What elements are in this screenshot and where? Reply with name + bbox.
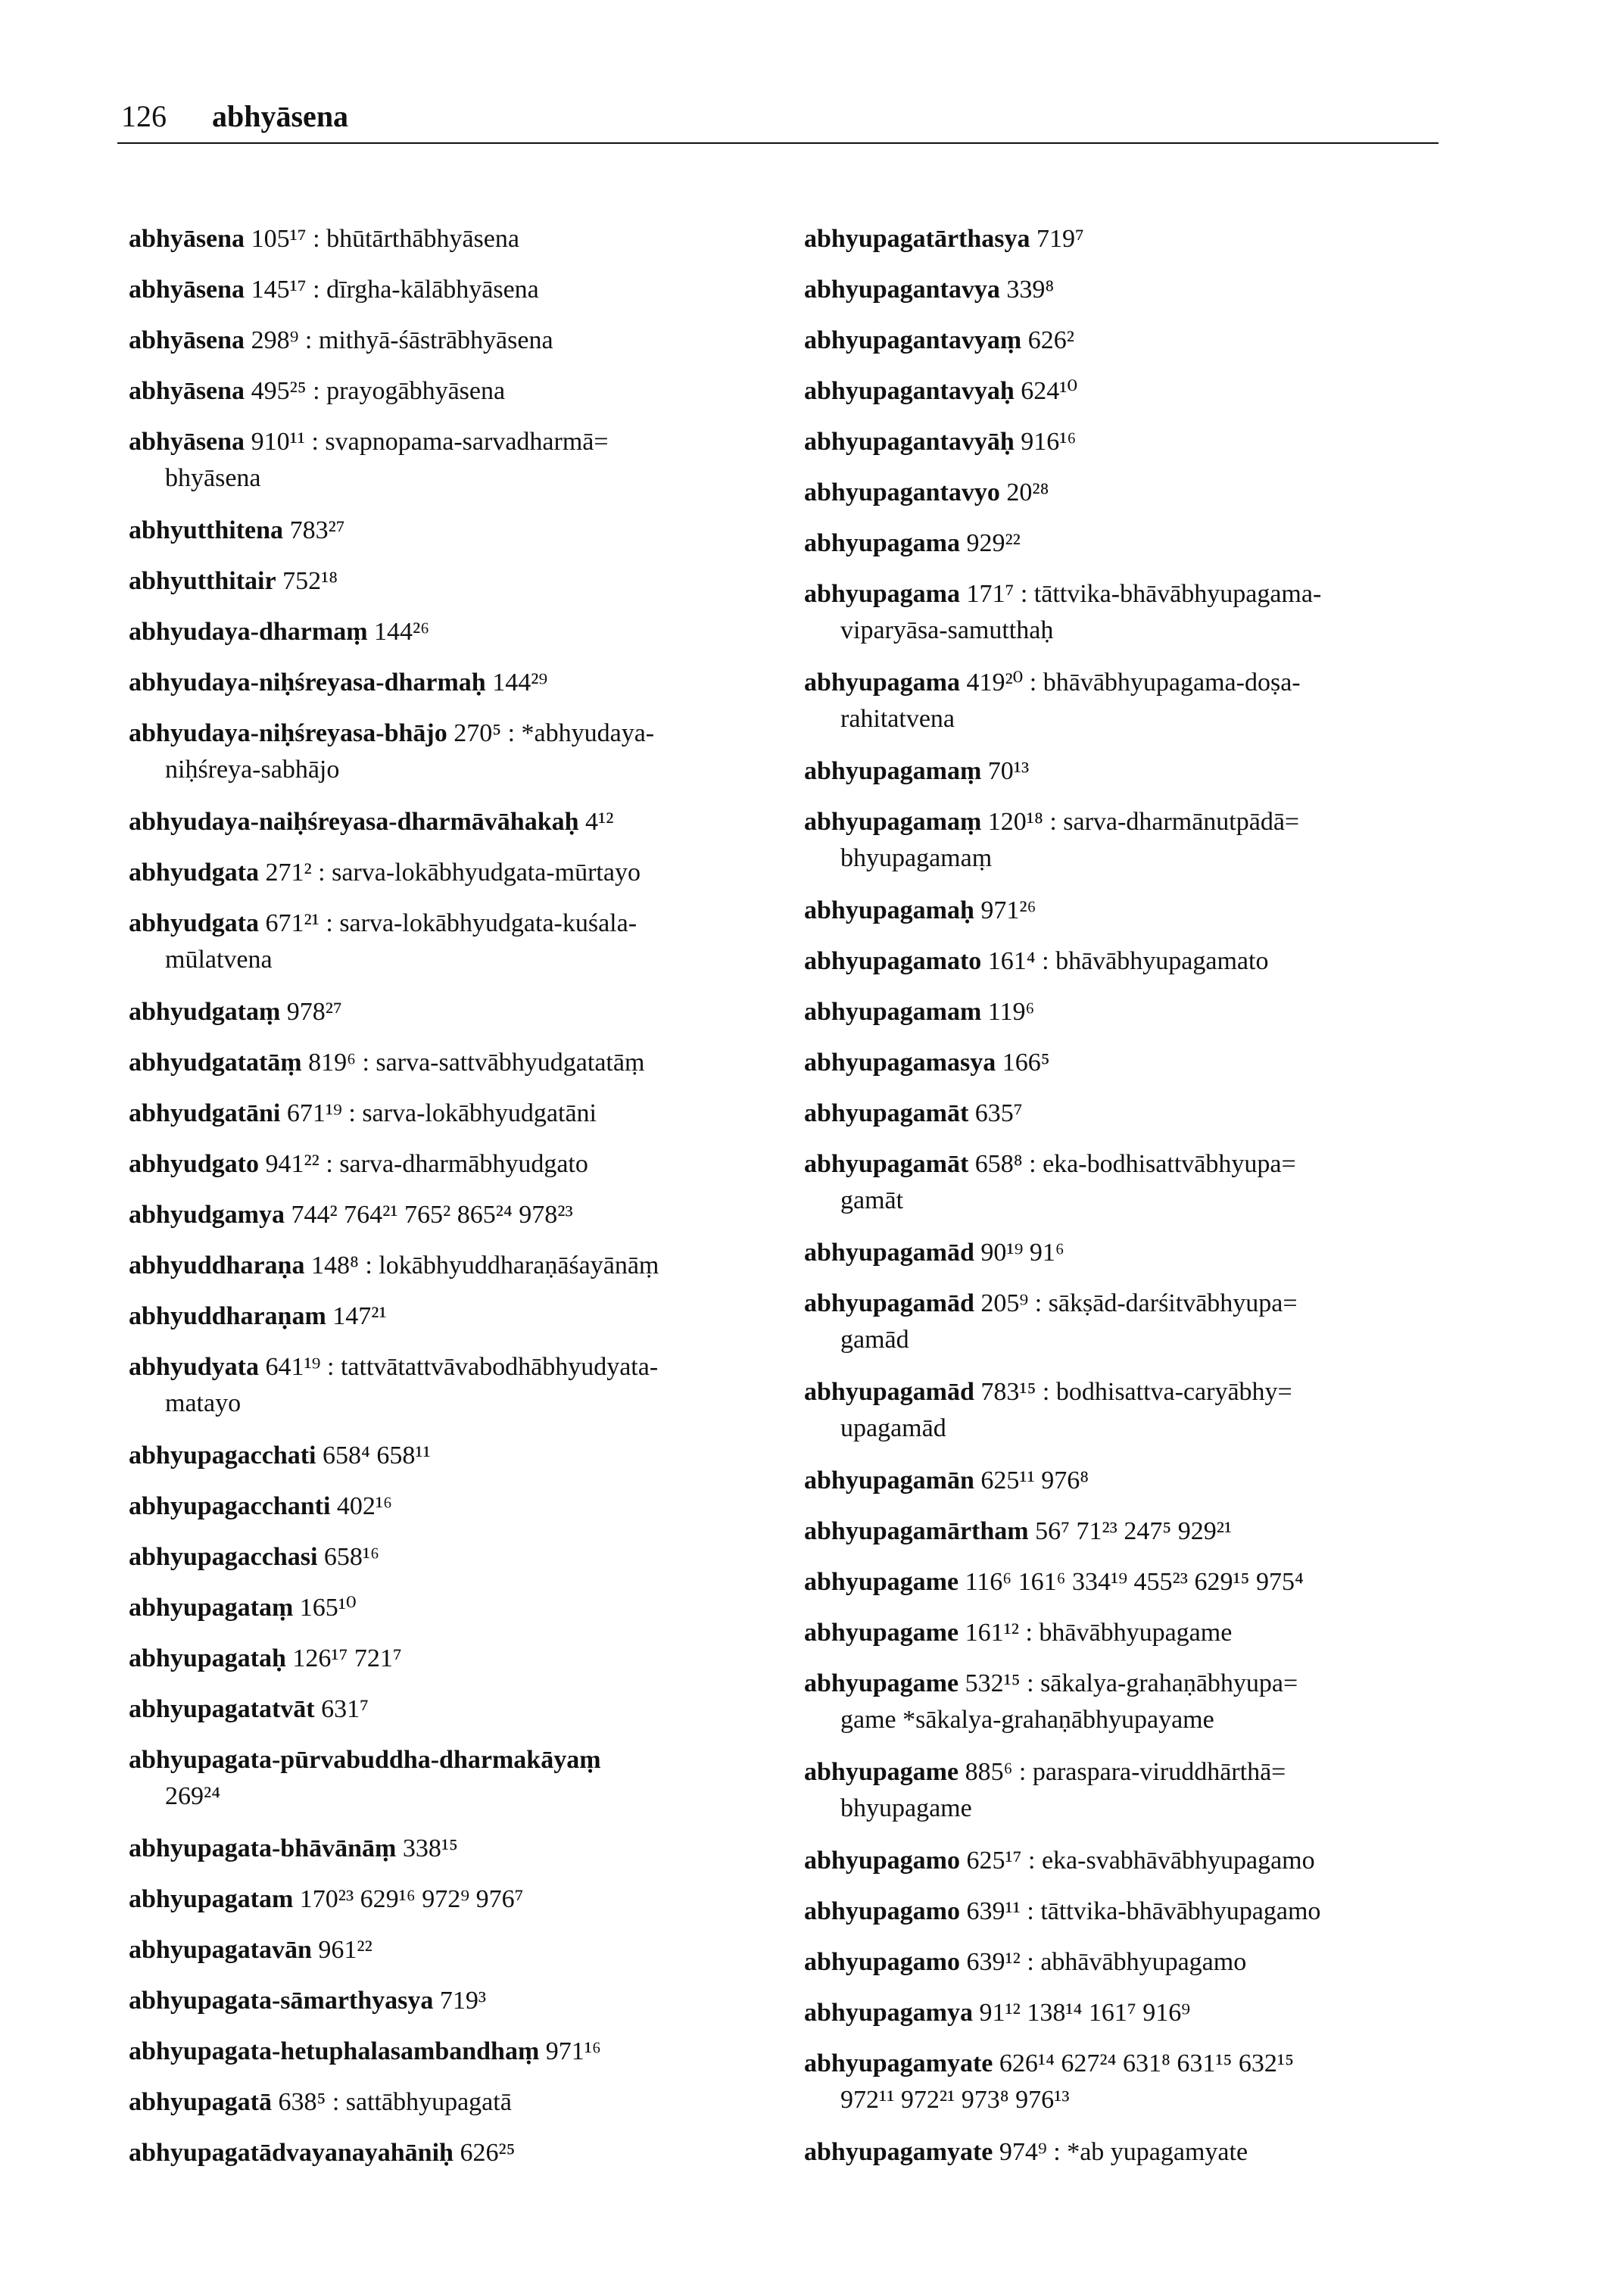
entry-references: 126¹⁷ 721⁷	[292, 1644, 402, 1672]
entry-gloss: abhāvābhyupagamo	[1040, 1948, 1247, 1976]
entry-references: 495²⁵ :	[251, 377, 327, 405]
entry-references: 20²⁸	[1006, 478, 1049, 506]
entry-references: 171⁷ :	[966, 580, 1034, 608]
index-entry	[804, 1286, 1455, 1358]
entry-gloss: sarva-lokābhyudgatāni	[362, 1099, 597, 1127]
index-entry	[804, 525, 1455, 562]
entry-gloss: paraspara-viruddhārthā=	[1032, 1758, 1286, 1786]
entry-continuation: game *sākalya-grahaṇābhyupayame	[840, 1706, 1214, 1734]
entry-gloss: bhāvābhyupagama-doṣa-	[1043, 669, 1301, 697]
entry-headword: abhyudaya-dharmaṃ	[129, 618, 368, 646]
entry-references: 744² 764²¹ 765² 865²⁴ 978²³	[291, 1201, 573, 1229]
index-entry	[804, 373, 1455, 410]
entry-references: 119⁶	[987, 998, 1035, 1026]
entry-headword: abhyupagamyate	[804, 2138, 993, 2166]
entry-gloss: svapnopama-sarvadharmā=	[325, 428, 609, 456]
index-entry	[129, 1641, 772, 1677]
index-entry	[129, 1096, 772, 1132]
entry-references: 978²⁷	[286, 998, 342, 1026]
entry-references: 624¹⁰	[1021, 377, 1078, 405]
index-entry	[129, 1488, 772, 1525]
entry-references: 626²⁵	[460, 2139, 516, 2167]
entry-references: 161⁴ :	[987, 947, 1056, 975]
entry-headword: abhyupagamo	[804, 1948, 960, 1976]
entry-references: 639¹² :	[966, 1948, 1041, 1976]
entry-gloss: *abhyudaya-	[521, 719, 655, 747]
index-entry	[129, 804, 772, 840]
index-entry	[804, 804, 1455, 877]
entry-headword: abhyupagamasya	[804, 1049, 996, 1077]
entry-headword: abhyudaya-niḥśreyasa-bhājo	[129, 719, 447, 747]
entry-references: 338¹⁵	[402, 1834, 458, 1862]
entry-continuation: mūlatvena	[165, 946, 273, 974]
entry-references: 658⁴ 658¹¹	[323, 1442, 431, 1470]
entry-references: 671¹⁹ :	[286, 1099, 363, 1127]
entry-references: 658⁸ :	[974, 1150, 1043, 1178]
index-entry	[129, 994, 772, 1030]
entry-headword: abhyupagamam	[804, 998, 982, 1026]
entry-references: 271² :	[265, 859, 332, 887]
index-entry	[129, 665, 772, 701]
entry-references: 910¹¹ :	[251, 428, 326, 456]
entry-references: 626¹⁴ 627²⁴ 631⁸ 631¹⁵ 632¹⁵	[999, 2049, 1294, 2077]
index-entry	[804, 1615, 1455, 1651]
entry-headword: abhyupagantavyaṃ	[804, 326, 1022, 354]
entry-headword: abhyupagamād	[804, 1289, 974, 1317]
entry-headword: abhyupagataḥ	[129, 1644, 286, 1672]
index-entry	[129, 2135, 772, 2171]
entry-references: 4¹²	[585, 808, 614, 836]
entry-headword: abhyuddharaṇam	[129, 1302, 326, 1330]
entry-continuation: 269²⁴	[165, 1782, 221, 1810]
entry-references: 752¹⁸	[282, 567, 338, 595]
entry-references: 70¹³	[987, 757, 1030, 785]
index-entry	[129, 1831, 772, 1867]
index-entry	[804, 1513, 1455, 1550]
index-entry	[129, 1349, 772, 1422]
entry-references: 170²³ 629¹⁶ 972⁹ 976⁷	[299, 1885, 524, 1913]
entry-headword: abhyupagatā	[129, 2088, 272, 2116]
index-entry	[129, 1248, 772, 1284]
index-entry	[129, 1590, 772, 1626]
entry-continuation: 972¹¹ 972²¹ 973⁸ 976¹³	[840, 2086, 1070, 2114]
header-rule	[117, 142, 1439, 144]
entry-references: 270⁵ :	[454, 719, 522, 747]
entry-headword: abhyupagantavyāḥ	[804, 428, 1015, 456]
entry-references: 783¹⁵ :	[980, 1378, 1056, 1406]
entry-continuation: bhyupagamaṃ	[840, 844, 993, 872]
entry-continuation: gamāt	[840, 1186, 904, 1214]
entry-references: 144²⁹	[492, 669, 548, 697]
index-entry	[129, 1539, 772, 1576]
entry-references: 161¹² :	[965, 1619, 1040, 1647]
index-entry	[804, 665, 1455, 737]
index-entry	[129, 905, 772, 978]
entry-headword: abhyupagamya	[804, 1999, 973, 2027]
entry-headword: abhyupagatādvayanayahāniḥ	[129, 2139, 454, 2167]
entry-headword: abhyudyata	[129, 1353, 259, 1381]
entry-gloss: tattvātattvāvabodhābhyudyata-	[340, 1353, 659, 1381]
entry-headword: abhyudgataṃ	[129, 998, 281, 1026]
entry-headword: abhyuddharaṇa	[129, 1251, 305, 1279]
entry-headword: abhyupagata-pūrvabuddha-dharmakāyaṃ	[129, 1746, 601, 1774]
entry-headword: abhyupagacchati	[129, 1442, 316, 1470]
entry-headword: abhyupagamo	[804, 1847, 960, 1875]
entry-gloss: lokābhyuddharaṇāśayānāṃ	[379, 1251, 659, 1279]
entry-continuation: gamād	[840, 1326, 909, 1354]
index-entry	[129, 2034, 772, 2070]
entry-references: 144²⁶	[374, 618, 430, 646]
index-entry	[129, 1881, 772, 1918]
entry-continuation: rahitatvena	[840, 705, 955, 733]
entry-gloss: sarva-dharmānutpādā=	[1063, 808, 1300, 836]
entry-headword: abhyupagamād	[804, 1378, 974, 1406]
entry-headword: abhyutthitena	[129, 516, 284, 544]
entry-gloss: sarva-sattvābhyudgatatāṃ	[376, 1049, 645, 1077]
index-entry	[804, 893, 1455, 929]
entry-gloss: sarva-dharmābhyudgato	[339, 1150, 588, 1178]
entry-references: 671²¹ :	[265, 909, 340, 937]
entry-gloss: bhūtārthābhyāsena	[326, 225, 519, 253]
entry-references: 165¹⁰	[299, 1594, 357, 1622]
index-entry	[129, 614, 772, 650]
entry-references: 638⁵ :	[278, 2088, 346, 2116]
entry-references: 885⁶ :	[965, 1758, 1033, 1786]
entry-headword: abhyupagamaṃ	[804, 757, 982, 785]
index-entry	[804, 1944, 1455, 1981]
entry-headword: abhyupagamo	[804, 1897, 960, 1925]
entry-references: 635⁷	[974, 1099, 1023, 1127]
entry-headword: abhyupagame	[804, 1568, 959, 1596]
index-entry	[804, 943, 1455, 980]
index-entry	[129, 855, 772, 891]
running-head: abhyāsena	[212, 99, 349, 133]
index-entry	[129, 424, 772, 497]
entry-headword: abhyāsena	[129, 377, 245, 405]
entry-references: 205⁹ :	[980, 1289, 1049, 1317]
entry-gloss: mithyā-śāstrābhyāsena	[318, 326, 553, 354]
entry-headword: abhyudaya-niḥśreyasa-dharmaḥ	[129, 669, 486, 697]
entry-references: 929²²	[966, 529, 1021, 557]
index-entry	[129, 1045, 772, 1081]
entry-references: 147²¹	[332, 1302, 387, 1330]
entry-references: 658¹⁶	[323, 1543, 379, 1571]
index-entry	[129, 563, 772, 600]
entry-references: 974⁹ :	[999, 2138, 1068, 2166]
index-entry	[804, 1754, 1455, 1827]
entry-headword: abhyāsena	[129, 428, 245, 456]
entry-headword: abhyāsena	[129, 276, 245, 304]
entry-gloss: prayogābhyāsena	[326, 377, 506, 405]
index-entry	[129, 715, 772, 788]
entry-references: 625¹¹ 976⁸	[980, 1466, 1089, 1495]
entry-headword: abhyupagamāt	[804, 1150, 969, 1178]
entry-headword: abhyupagamato	[804, 947, 982, 975]
index-entry	[129, 1742, 772, 1815]
entry-references: 961²²	[318, 1936, 372, 1964]
index-entry	[804, 1096, 1455, 1132]
entry-references: 166⁵	[1002, 1049, 1050, 1077]
entry-continuation: niḥśreya-sabhājo	[165, 756, 340, 784]
index-entry	[804, 272, 1455, 308]
index-entry	[129, 1146, 772, 1183]
entry-gloss: eka-svabhāvābhyupagamo	[1041, 1847, 1315, 1875]
entry-references: 90¹⁹ 91⁶	[980, 1239, 1064, 1267]
entry-gloss: tāttvika-bhāvābhyupagama-	[1033, 580, 1322, 608]
entry-headword: abhyupagatavān	[129, 1936, 312, 1964]
index-entry	[129, 1197, 772, 1233]
entry-headword: abhyudgatatāṃ	[129, 1049, 302, 1077]
entry-references: 916¹⁶	[1021, 428, 1077, 456]
entry-continuation: upagamād	[840, 1414, 946, 1442]
index-entry	[804, 1045, 1455, 1081]
entry-gloss: tāttvika-bhāvābhyupagamo	[1040, 1897, 1321, 1925]
page-number: 126	[121, 99, 167, 133]
entry-headword: abhyupagatārthasya	[804, 225, 1030, 253]
index-entry	[129, 513, 772, 549]
entry-gloss: sākalya-grahaṇābhyupa=	[1040, 1669, 1298, 1697]
entry-headword: abhyupagatam	[129, 1885, 294, 1913]
entry-continuation: matayo	[165, 1389, 242, 1417]
entry-headword: abhyupagama	[804, 529, 960, 557]
index-entry	[129, 323, 772, 359]
entry-gloss: bodhisattva-caryābhy=	[1055, 1378, 1292, 1406]
entry-references: 639¹¹ :	[966, 1897, 1041, 1925]
index-entry	[804, 424, 1455, 460]
entry-headword: abhyudgata	[129, 859, 259, 887]
entry-references: 402¹⁶	[336, 1492, 392, 1520]
index-entry	[129, 1983, 772, 2019]
entry-headword: abhyudgatāni	[129, 1099, 281, 1127]
index-entry	[804, 576, 1455, 649]
entry-headword: abhyupagantavyo	[804, 478, 1000, 506]
page-header	[121, 98, 1439, 144]
entry-headword: abhyupagama	[804, 580, 960, 608]
entry-gloss: sarva-lokābhyudgata-mūrtayo	[332, 859, 641, 887]
entry-references: 783²⁷	[289, 516, 345, 544]
index-entry	[804, 323, 1455, 359]
index-entry	[804, 1893, 1455, 1930]
entry-headword: abhyupagatatvāt	[129, 1695, 315, 1723]
entry-references: 298⁹ :	[251, 326, 319, 354]
entry-headword: abhyupagama	[804, 669, 960, 697]
entry-headword: abhyupagacchanti	[129, 1492, 331, 1520]
left-column	[129, 221, 772, 2186]
entry-references: 631⁷	[321, 1695, 369, 1723]
index-entry	[129, 221, 772, 257]
entry-references: 626²	[1027, 326, 1074, 354]
entry-headword: abhyudgato	[129, 1150, 259, 1178]
entry-references: 641¹⁹ :	[265, 1353, 341, 1381]
entry-gloss: sākṣād-darśitvābhyupa=	[1048, 1289, 1298, 1317]
entry-headword: abhyupagata-bhāvānāṃ	[129, 1834, 397, 1862]
index-entry	[129, 2084, 772, 2121]
index-entry	[804, 994, 1455, 1030]
entry-headword: abhyupagataṃ	[129, 1594, 294, 1622]
index-entry	[129, 1298, 772, 1335]
entry-references: 91¹² 138¹⁴ 161⁷ 916⁹	[979, 1999, 1191, 2027]
entry-references: 819⁶ :	[308, 1049, 376, 1077]
entry-references: 116⁶ 161⁶ 334¹⁹ 455²³ 629¹⁵ 975⁴	[965, 1568, 1304, 1596]
entry-references: 120¹⁸ :	[987, 808, 1064, 836]
entry-gloss: sattābhyupagatā	[345, 2088, 512, 2116]
entry-references: 971¹⁶	[545, 2037, 601, 2065]
index-entry	[129, 1691, 772, 1728]
index-entry	[804, 2046, 1455, 2118]
entry-gloss: bhāvābhyupagame	[1039, 1619, 1233, 1647]
entry-references: 148⁸ :	[310, 1251, 379, 1279]
index-entry	[804, 753, 1455, 790]
entry-headword: abhyutthitair	[129, 567, 276, 595]
entry-headword: abhyudaya-naiḥśreyasa-dharmāvāhakaḥ	[129, 808, 579, 836]
entry-references: 532¹⁵ :	[965, 1669, 1041, 1697]
entry-headword: abhyāsena	[129, 225, 245, 253]
entry-headword: abhyupagata-hetuphalasambandhaṃ	[129, 2037, 540, 2065]
entry-gloss: bhāvābhyupagamato	[1055, 947, 1269, 975]
entry-references: 719⁷	[1036, 225, 1084, 253]
entry-references: 941²² :	[265, 1150, 340, 1178]
entry-gloss: eka-bodhisattvābhyupa=	[1043, 1150, 1296, 1178]
entry-headword: abhyupagamaḥ	[804, 896, 974, 924]
entry-headword: abhyupagantavyaḥ	[804, 377, 1015, 405]
index-entry	[804, 475, 1455, 511]
index-entry	[804, 1235, 1455, 1271]
entry-headword: abhyāsena	[129, 326, 245, 354]
index-entry	[129, 1438, 772, 1474]
entry-headword: abhyupagacchasi	[129, 1543, 318, 1571]
entry-references: 339⁸	[1006, 276, 1055, 304]
entry-headword: abhyupagame	[804, 1758, 959, 1786]
index-entry	[804, 1146, 1455, 1219]
entry-continuation: bhyupagame	[840, 1794, 972, 1822]
index-entry	[129, 373, 772, 410]
entry-gloss: sarva-lokābhyudgata-kuśala-	[339, 909, 637, 937]
entry-headword: abhyupagantavya	[804, 276, 1000, 304]
entry-references: 145¹⁷ :	[251, 276, 327, 304]
entry-headword: abhyupagamyate	[804, 2049, 993, 2077]
index-entry	[804, 1843, 1455, 1879]
entry-gloss: dīrgha-kālābhyāsena	[326, 276, 539, 304]
entry-headword: abhyupagame	[804, 1619, 959, 1647]
entry-references: 419²⁰ :	[966, 669, 1043, 697]
entry-headword: abhyupagame	[804, 1669, 959, 1697]
entry-headword: abhyupagamaṃ	[804, 808, 982, 836]
index-entry	[129, 272, 772, 308]
entry-references: 971²⁶	[980, 896, 1036, 924]
entry-references: 105¹⁷ :	[251, 225, 327, 253]
entry-references: 625¹⁷ :	[966, 1847, 1042, 1875]
entry-headword: abhyupagata-sāmarthyasya	[129, 1987, 434, 2015]
entry-headword: abhyupagamārtham	[804, 1517, 1029, 1545]
entry-references: 719³	[439, 1987, 487, 2015]
index-entry	[804, 1564, 1455, 1601]
index-entry	[804, 1666, 1455, 1738]
index-entry	[804, 1995, 1455, 2031]
entry-references: 56⁷ 71²³ 247⁵ 929²¹	[1035, 1517, 1233, 1545]
entry-continuation: bhyāsena	[165, 464, 261, 492]
entry-headword: abhyudgamya	[129, 1201, 285, 1229]
entry-headword: abhyupagamāt	[804, 1099, 969, 1127]
index-entry	[804, 1374, 1455, 1447]
entry-headword: abhyupagamān	[804, 1466, 974, 1495]
index-entry	[804, 2134, 1455, 2171]
entry-continuation: viparyāsa-samutthaḥ	[840, 616, 1054, 644]
entry-gloss: *ab yupagamyate	[1067, 2138, 1248, 2166]
index-entry	[129, 1932, 772, 1968]
index-entry	[804, 221, 1455, 257]
right-column	[804, 221, 1455, 2185]
entry-headword: abhyupagamād	[804, 1239, 974, 1267]
entry-headword: abhyudgata	[129, 909, 259, 937]
index-entry	[804, 1463, 1455, 1499]
